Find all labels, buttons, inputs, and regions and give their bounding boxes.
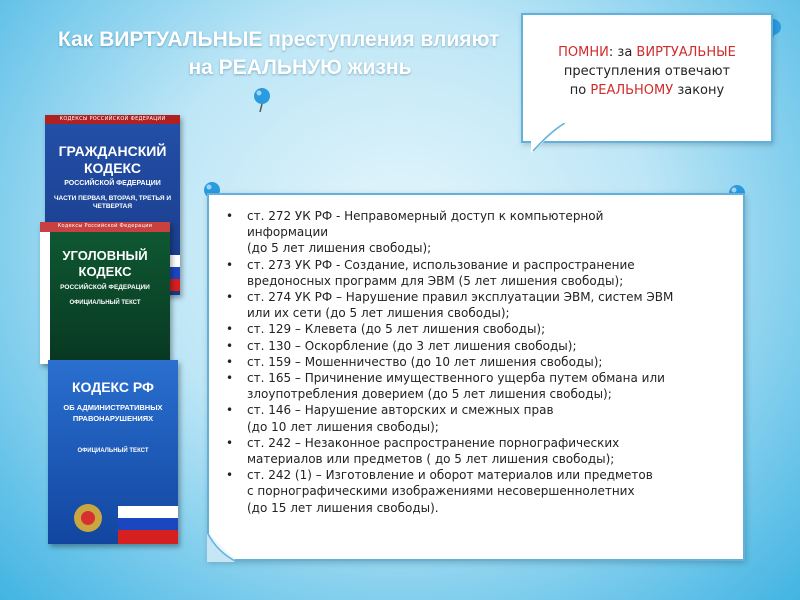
book-subtitle: РОССИЙСКОЙ ФЕДЕРАЦИИ	[64, 180, 161, 187]
list-item: • ст. 272 УК РФ - Неправомерный доступ к компьютерной информации (до 5 лет лишения свободы);	[223, 208, 735, 257]
book-title: ГРАЖДАНСКИЙ КОДЕКС	[58, 143, 167, 176]
list-item: • ст. 165 – Причинение имущественного ущерба путем обмана или злоупотребления доверием (до 5 лет лишения свободы);	[223, 370, 735, 402]
book-admin-code	[48, 360, 178, 544]
list-item: • ст. 129 – Клевета (до 5 лет лишения свободы);	[223, 321, 735, 337]
laws-panel	[207, 193, 745, 561]
laws-list	[223, 208, 735, 516]
slide-title	[50, 26, 510, 82]
book-parts: ЧАСТИ ПЕРВАЯ, ВТОРАЯ, ТРЕТЬЯ И ЧЕТВЕРТАЯ	[53, 195, 171, 210]
reminder-real: РЕАЛЬНОМУ	[590, 83, 674, 98]
list-item: • ст. 242 (1) – Изготовление и оборот материалов или предметов с порнографическими изображениями несовершеннолетних (до 15 лет лишения свободы).	[223, 467, 735, 516]
reminder-prefix: ПОМНИ	[558, 45, 609, 60]
book-official-text: ОФИЦИАЛЬНЫЙ ТЕКСТ	[77, 448, 149, 454]
coat-of-arms-icon	[48, 484, 178, 544]
page-curl-icon	[207, 532, 237, 562]
book-series-label: КОДЕКСЫ РОССИЙСКОЙ ФЕДЕРАЦИИ	[45, 115, 180, 124]
list-item: • ст. 274 УК РФ – Нарушение правил эксплуатации ЭВМ, систем ЭВМ или их сети (до 5 лет лишения свободы);	[223, 289, 735, 321]
reminder-text	[523, 43, 771, 100]
reminder-text-part: : за	[608, 45, 637, 60]
reminder-line3-pre: по	[569, 83, 591, 98]
book-official-text: ОФИЦИАЛЬНЫЙ ТЕКСТ	[69, 300, 141, 306]
list-item: • ст. 130 – Оскорбление (до 3 лет лишения свободы);	[223, 338, 735, 354]
reminder-line3-post: закону	[673, 83, 725, 98]
page-curl-icon	[531, 123, 565, 153]
pushpin-icon	[250, 86, 274, 114]
book-criminal-code	[40, 222, 170, 364]
book-series-label: Кодексы Российской Федерации	[40, 222, 170, 232]
russian-flag-icon	[40, 222, 170, 364]
slide-title-line2: на РЕАЛЬНУЮ жизнь	[188, 56, 412, 79]
list-item: • ст. 159 – Мошенничество (до 10 лет лишения свободы);	[223, 354, 735, 370]
book-subtitle: ОБ АДМИНИСТРАТИВНЫХ ПРАВОНАРУШЕНИЯХ	[63, 403, 163, 423]
list-item: • ст. 242 – Незаконное распространение порнографических материалов или предметов ( до 5 лет лишения свободы);	[223, 435, 735, 467]
book-title: КОДЕКС РФ	[71, 379, 155, 395]
slide-title-line1: Как ВИРТУАЛЬНЫЕ преступления влияют	[58, 28, 500, 51]
list-item: • ст. 146 – Нарушение авторских и смежных прав (до 10 лет лишения свободы);	[223, 402, 735, 434]
reminder-line2: преступления отвечают	[563, 64, 731, 79]
reminder-virtual: ВИРТУАЛЬНЫЕ	[636, 45, 736, 60]
list-item: • ст. 273 УК РФ - Создание, использование и распространение вредоносных программ для ЭВМ (5 лет лишения свободы);	[223, 257, 735, 289]
book-title: УГОЛОВНЫЙ КОДЕКС	[62, 248, 148, 279]
book-subtitle: РОССИЙСКОЙ ФЕДЕРАЦИИ	[60, 284, 150, 291]
